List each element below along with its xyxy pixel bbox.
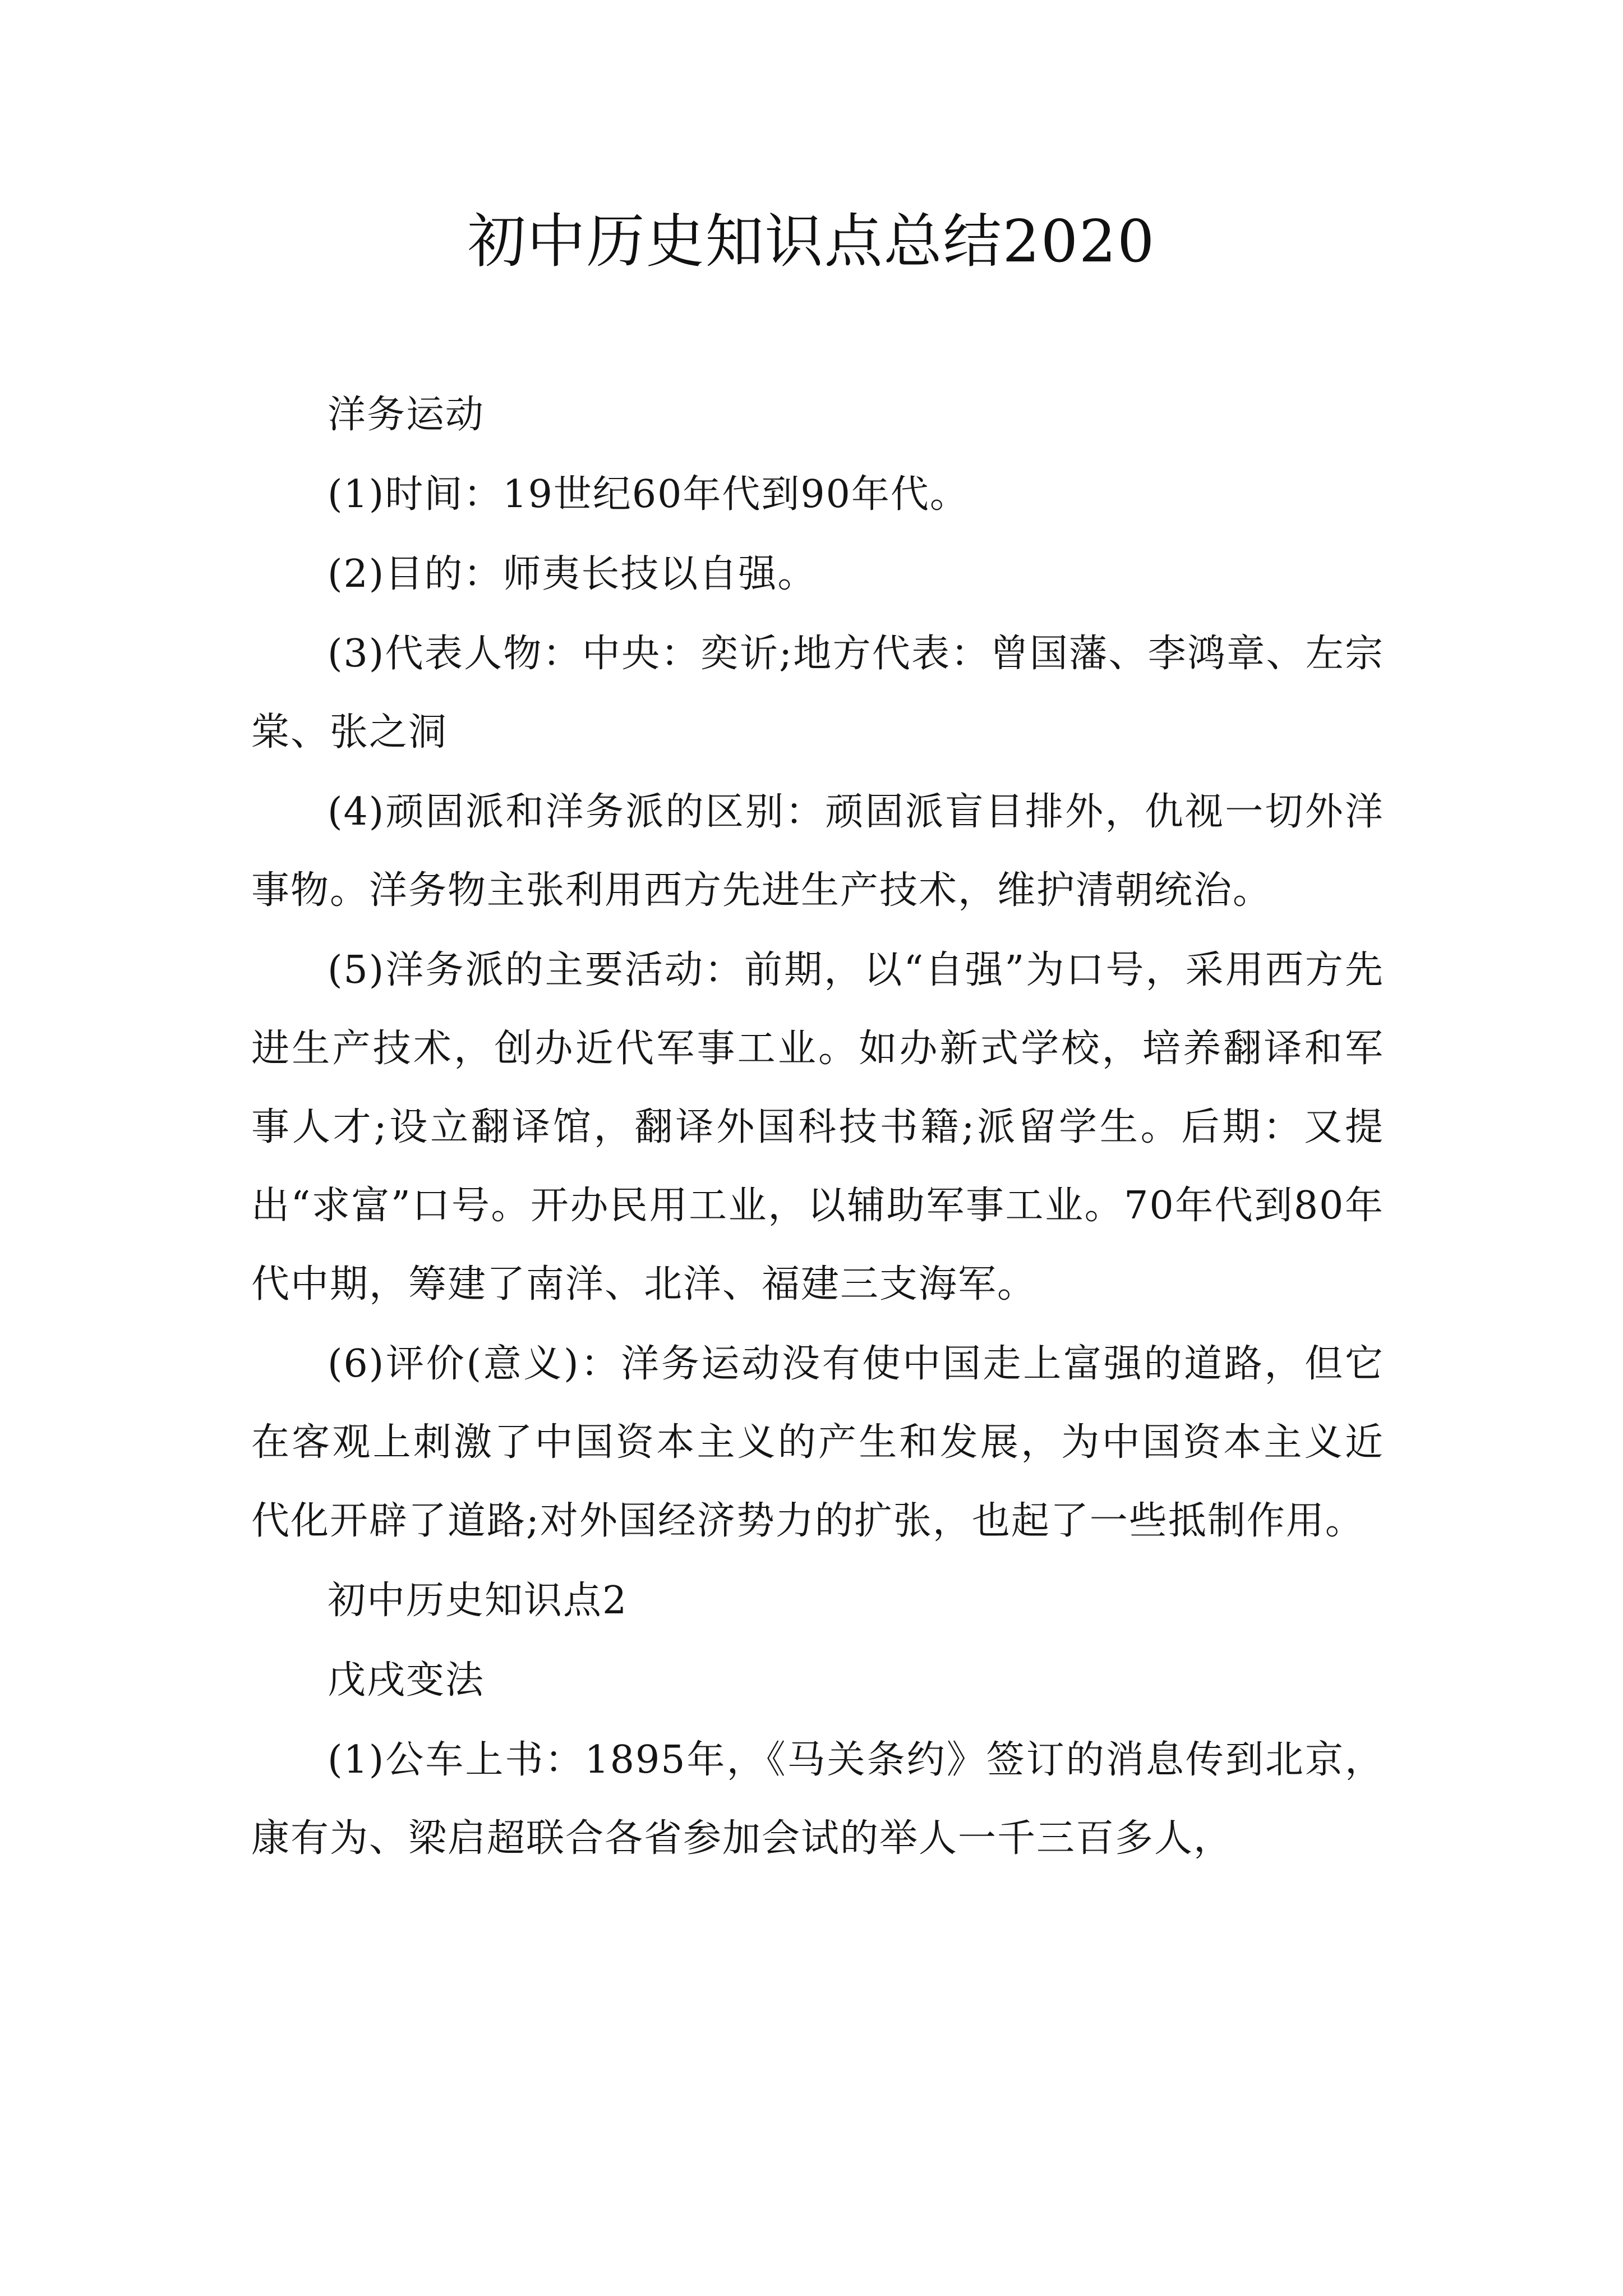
paragraph-time: (1)时间：19世纪60年代到90年代。 [328, 472, 969, 517]
paragraph-representatives: (3)代表人物：中央：奕䜣;地方代表：曾国藩、李鸿章、左宗棠、张之洞 [251, 632, 1384, 754]
section-heading-knowledge-2: 初中历史知识点2 [328, 1579, 628, 1623]
paragraph-differences: (4)顽固派和洋务派的区别：顽固派盲目排外，仇视一切外洋事物。洋务物主张利用西方先进生产技术，维护清朝统治。 [251, 790, 1384, 913]
section-heading-wuxu: 戊戌变法 [328, 1658, 485, 1703]
document-title: 初中历史知识点总结2020 [467, 207, 1156, 275]
document-body [251, 376, 1384, 1879]
paragraph-purpose: (2)目的：师夷长技以自强。 [328, 552, 817, 596]
section-heading-yangwu: 洋务运动 [328, 393, 485, 437]
paragraph-main-activities: (5)洋务派的主要活动：前期，以“自强”为口号，采用西方先进生产技术，创办近代军事工业。如办新式学校，培养翻译和军事人才;设立翻译馆，翻译外国科技书籍;派留学生。后期：又提出“求富”口号。开办民用工业，以辅助军事工业。70年代到80年代中期，筹建了南洋、北洋、福建三支海军。 [251, 948, 1384, 1306]
paragraph-evaluation: (6)评价(意义)：洋务运动没有使中国走上富强的道路，但它在客观上刺激了中国资本主义的产生和发展，为中国资本主义近代化开辟了道路;对外国经济势力的扩张，也起了一些抵制作用。 [251, 1342, 1384, 1543]
paragraph-gongche-shangshu: (1)公车上书：1895年，《马关条约》签订的消息传到北京，康有为、梁启超联合各省参加会试的举人一千三百多人， [251, 1738, 1384, 1861]
